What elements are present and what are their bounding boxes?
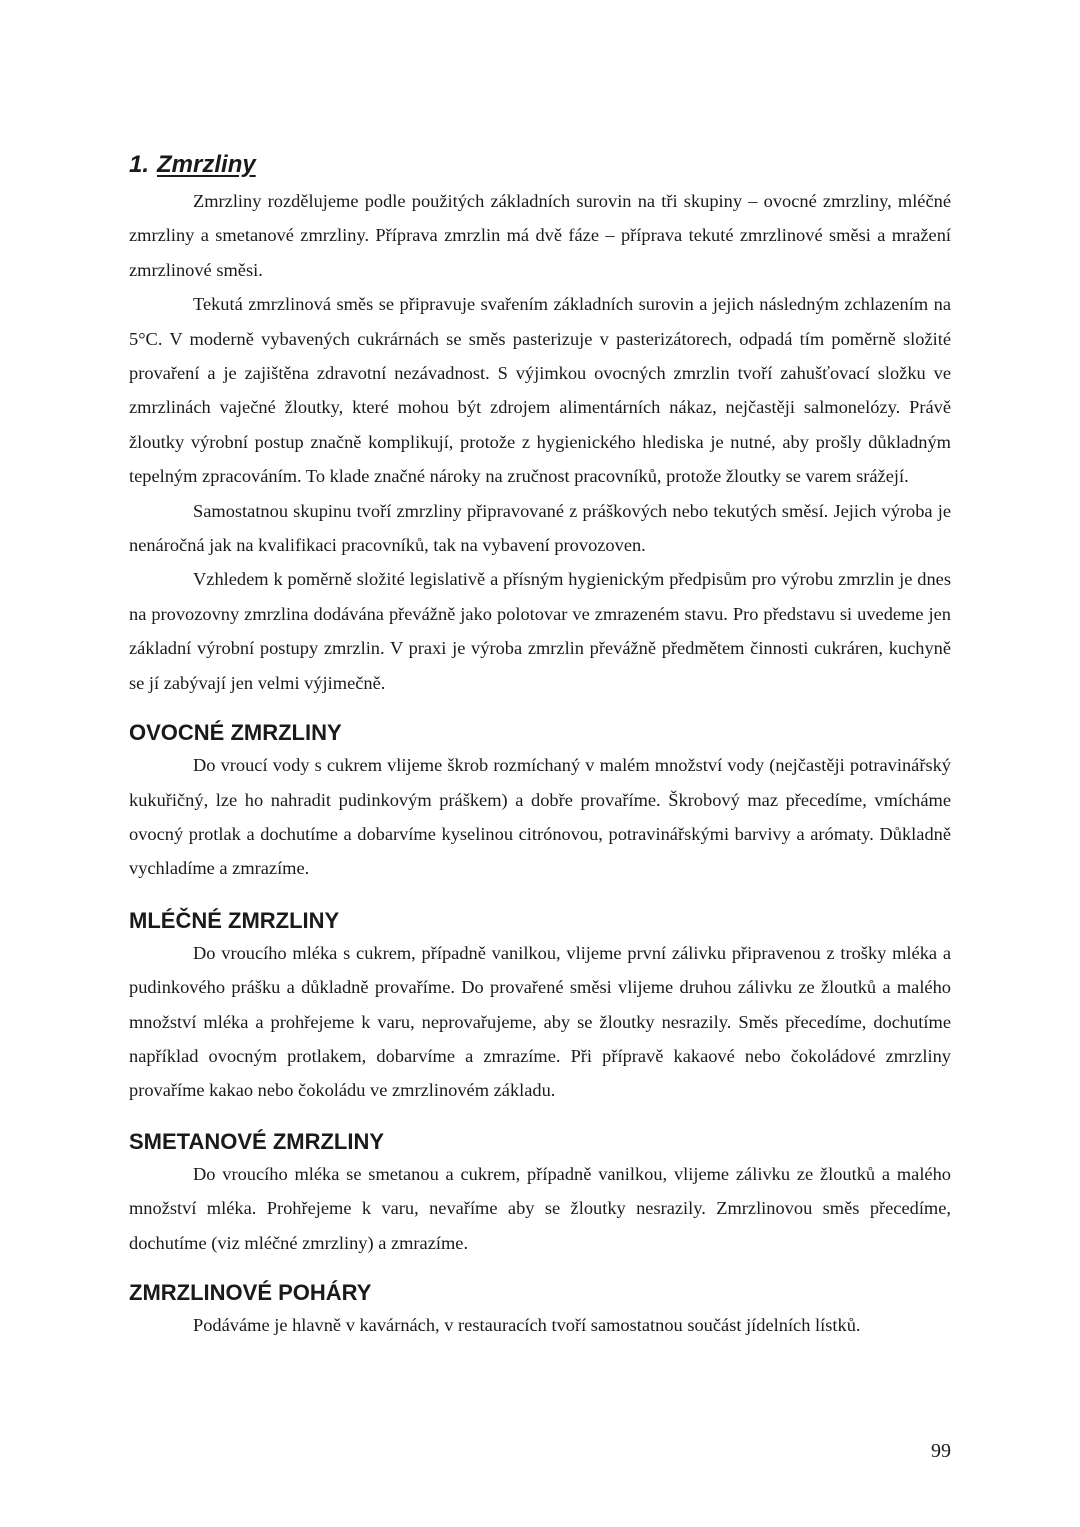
page-number: 99: [931, 1440, 951, 1462]
intro-paragraph: Tekutá zmrzlinová směs se připravuje svařením základních surovin a jejich následným zchlazením na 5°C. V moderně vybavených cukrárnách se směs pasterizuje v pasterizátorech, odpadá tím poměrně složité provaření a je zajištěna zdravotní nezávadnost. S výjimkou ovocných zmrzlin tvoří zahušťovací složku ve zmrzlinách vaječné žloutky, které mohou být zdrojem alimentárních nákaz, nejčastěji salmonelózy. Právě žloutky výrobní postup značně komplikují, protože z hygienického hlediska je nutné, aby prošly důkladným tepelným zpracováním. To klade značné nároky na zručnost pracovníků, protože žloutky se varem srážejí.: [129, 294, 951, 487]
section-paragraph-pohary: Podáváme je hlavně v kavárnách, v restauracích tvoří samostatnou součást jídelních lístků.: [193, 1314, 861, 1335]
document-page: [129, 148, 951, 1342]
section-paragraph-smetanove: Do vroucího mléka se smetanou a cukrem, případně vanilkou, vlijeme zálivku ze žloutků a malého množství mléka. Prohřejeme k varu, nevaříme aby se žloutky nesrazily. Zmrzlinovou směs přecedíme, dochutíme (viz mléčné zmrzliny) a zmrazíme.: [129, 1163, 951, 1253]
section-heading-smetanove: SMETANOVÉ ZMRZLINY: [129, 1128, 385, 1154]
intro-paragraph: Vzhledem k poměrně složité legislativě a přísným hygienickým předpisům pro výrobu zmrzlin je dnes na provozovny zmrzlina dodávána převážně jako polotovar ve zmrazeném stavu. Pro představu si uvedeme jen základní výrobní postupy zmrzlin. V praxi je výroba zmrzlin převážně předmětem činnosti cukráren, kuchyně se jí zabývají jen velmi výjimečně.: [129, 569, 951, 693]
chapter-title-text: Zmrzliny: [157, 151, 256, 178]
chapter-title: [129, 148, 951, 182]
intro-paragraph: Zmrzliny rozdělujeme podle použitých základních surovin na tři skupiny – ovocné zmrzliny, mléčné zmrzliny a smetanové zmrzliny. Příprava zmrzlin má dvě fáze – příprava tekuté zmrzlinové směsi a mražení zmrzlinové směsi.: [129, 191, 951, 280]
intro-paragraph: Samostatnou skupinu tvoří zmrzliny připravované z práškových nebo tekutých směsí. Jejich výroba je nenáročná jak na kvalifikaci pracovníků, tak na vybavení provozoven.: [129, 500, 951, 556]
chapter-number: 1.: [129, 151, 150, 178]
section-paragraph-ovocne: Do vroucí vody s cukrem vlijeme škrob rozmíchaný v malém množství vody (nejčastěji potravinářský kukuřičný, lze ho nahradit pudinkovým práškem) a dobře provaříme. Škrobový maz přecedíme, vmícháme ovocný protlak a dochutíme a dobarvíme kyselinou citrónovou, potravinářskými barvivy a arómaty. Důkladně vychladíme a zmrazíme.: [129, 755, 951, 879]
section-paragraph-mlecne: Do vroucího mléka s cukrem, případně vanilkou, vlijeme první zálivku připravenou z trošky mléka a pudinkového prášku a důkladně provaříme. Do provařené směsi vlijeme druhou zálivku ze žloutků a malého množství mléka a prohřejeme k varu, neprovařujeme, aby se žloutky nesrazily. Směs přecedíme, dochutíme například ovocným protlakem, dobarvíme a zmrazíme. Při přípravě kakaové nebo čokoládové zmrzliny provaříme kakao nebo čokoládu ve zmrzlinovém základu.: [129, 942, 951, 1101]
section-heading-mlecne: MLÉČNÉ ZMRZLINY: [129, 907, 340, 933]
section-heading-pohary: ZMRZLINOVÉ POHÁRY: [129, 1279, 372, 1305]
section-heading-ovocne: OVOCNÉ ZMRZLINY: [129, 720, 342, 746]
